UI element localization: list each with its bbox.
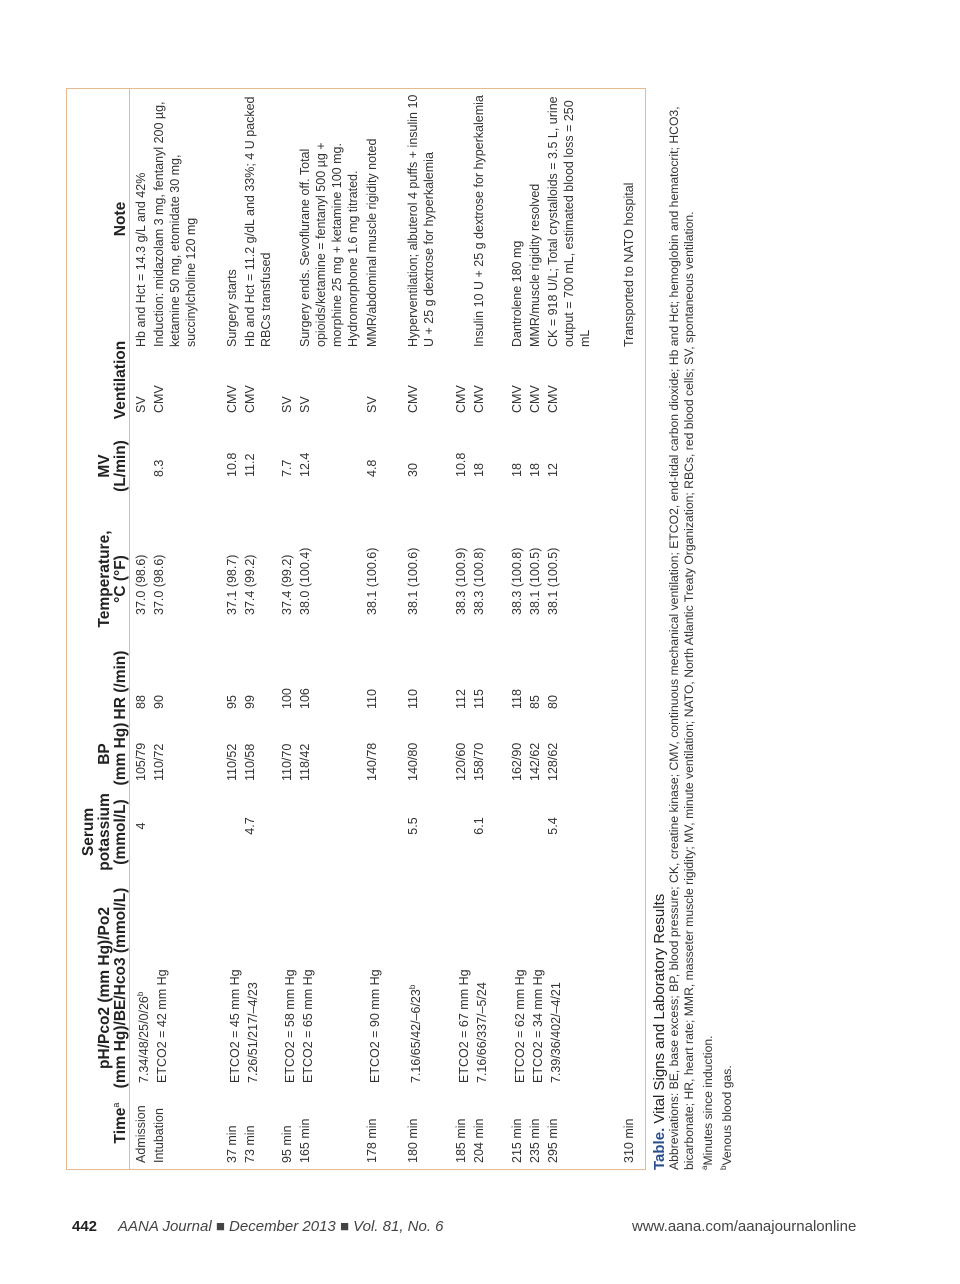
- cell-bp: 118/42: [298, 743, 312, 781]
- header-divider: [129, 89, 130, 1169]
- footnote-mark: b: [136, 991, 145, 997]
- rotated-page-content: [66, 88, 735, 1170]
- cell-hr: 99: [243, 695, 257, 709]
- cell-gas: ETCO2 = 62 mm Hg: [513, 969, 528, 1083]
- cell-vent: CMV: [510, 385, 524, 413]
- cell-time: Admission: [134, 1105, 148, 1163]
- cell-mv: 18: [510, 463, 524, 477]
- cell-gas: ETCO2 = 58 mm Hg: [283, 969, 298, 1083]
- footnote-a: $^a$Minutes since induction.: [700, 1035, 716, 1170]
- cell-bp: 110/70: [280, 743, 294, 781]
- cell-mv: 18: [528, 463, 542, 477]
- header-bp: BP (mm Hg): [96, 722, 129, 786]
- cell-k: 4: [134, 822, 148, 830]
- cell-note: Surgery ends. Sevoflurane off. Total opioids/ketamine = fentanyl 500 µg + morphine 25 mg + ketamine 100 mg. Hydromorphone 1.6 mg titrated.: [298, 142, 360, 347]
- cell-gas: ETCO2 = 42 mm Hg: [155, 969, 170, 1083]
- cell-gas: ETCO2 = 65 mm Hg: [301, 969, 316, 1083]
- cell-time: Intubation: [152, 1108, 166, 1163]
- cell-time: 204 min: [472, 1118, 486, 1163]
- cell-temp: 38.1 (100.5): [528, 547, 542, 615]
- cell-note: Hb and Hct = 14.3 g/L and 42%: [134, 172, 148, 347]
- cell-k: 5.4: [546, 817, 560, 835]
- cell-hr: 88: [134, 695, 148, 709]
- cell-bp: 140/80: [406, 742, 420, 781]
- header-blood-gas: pH/Pco2 (mm Hg)/Po2 (mm Hg)/BE/Hco3 (mmol/L): [96, 887, 129, 1089]
- cell-time: 73 min: [243, 1125, 257, 1163]
- cell-bp: 158/70: [472, 742, 486, 781]
- cell-temp: 38.1 (100.6): [365, 547, 379, 615]
- cell-gas: 7.16/65/42/–6/23$^b$: [408, 984, 424, 1083]
- cell-hr: 85: [528, 695, 542, 709]
- cell-note: Induction: midazolam 3 mg, fentanyl 200 µg, ketamine 50 mg, etomidate 30 mg, succinylcholine 120 mg: [152, 101, 198, 347]
- cell-time: 165 min: [298, 1118, 312, 1163]
- cell-mv: 11.2: [243, 453, 257, 477]
- caption-abbreviations: Abbreviations: BE, base excess; BP, blood pressure; CK, creatine kinase; CMV, continuous mechanical ventilation; ETCO2, end-tidal carbon dioxide; Hb and Hct; hemoglobin and hematocrit; HCO3, bicarbonate; HR, heart rate; MMR, masseter muscle rigidity; MV, minute ventilation; NATO, North Atlantic Treaty Organization; RBCs, red blood cells; SV, spontaneous ventilation.: [667, 106, 696, 1170]
- cell-vent: CMV: [406, 385, 420, 413]
- cell-temp: 38.1 (100.5): [546, 547, 560, 615]
- cell-note: Hb and Hct = 11.2 g/dL and 33%; 4 U packed RBCs transfused: [243, 96, 273, 347]
- cell-time: 215 min: [510, 1118, 524, 1163]
- cell-bp: 142/62: [528, 742, 542, 781]
- journal-url: www.aana.com/aanajournalonline: [632, 1218, 857, 1235]
- cell-temp: 37.0 (98.6): [134, 554, 148, 615]
- footnote-mark: b: [408, 984, 417, 990]
- cell-temp: 38.3 (100.9): [454, 547, 468, 615]
- cell-k: 5.5: [406, 817, 420, 835]
- cell-mv: 12.4: [298, 452, 312, 477]
- cell-note: MMR/muscle rigidity resolved: [528, 183, 542, 347]
- cell-time: 295 min: [546, 1118, 560, 1163]
- header-potassium: Serum potassium (mmol/L): [80, 793, 129, 871]
- cell-mv: 7.7: [280, 459, 294, 477]
- cell-note: Dantrolene 180 mg: [510, 240, 524, 347]
- cell-note: Insulin 10 U + 25 g dextrose for hyperkalemia: [472, 95, 486, 347]
- cell-bp: 110/52: [225, 743, 239, 781]
- page-footer: [0, 1218, 960, 1248]
- cell-mv: 10.8: [454, 452, 468, 477]
- cell-note: Transported to NATO hospital: [622, 182, 636, 347]
- cell-vent: CMV: [225, 385, 239, 413]
- cell-vent: CMV: [472, 385, 486, 413]
- cell-mv: 8.3: [152, 459, 166, 477]
- cell-k: 6.1: [472, 817, 486, 835]
- cell-hr: 95: [225, 695, 239, 709]
- cell-time: 185 min: [454, 1118, 468, 1163]
- cell-bp: 120/60: [454, 742, 468, 781]
- cell-hr: 112: [454, 689, 468, 709]
- cell-temp: 37.0 (98.6): [152, 554, 166, 615]
- cell-gas: 7.26/51/217/–4/23: [246, 982, 261, 1083]
- cell-vent: CMV: [454, 385, 468, 413]
- cell-vent: CMV: [528, 385, 542, 413]
- header-hr: HR (/min): [112, 650, 129, 720]
- cell-note: Hyperventilation; albuterol 4 puffs + insulin 10 U + 25 g dextrose for hyperkalemia: [406, 94, 436, 347]
- cell-temp: 38.0 (100.4): [298, 547, 312, 615]
- cell-gas: ETCO2 = 90 mm Hg: [368, 969, 383, 1083]
- header-time: Time$^a$: [110, 1102, 129, 1144]
- cell-temp: 38.3 (100.8): [510, 547, 524, 615]
- cell-mv: 30: [406, 463, 420, 477]
- cell-k: 4.7: [243, 817, 257, 835]
- cell-temp: 38.1 (100.6): [406, 547, 420, 615]
- header-ventilation: Ventilation: [112, 340, 129, 420]
- cell-vent: CMV: [546, 385, 560, 413]
- cell-bp: 110/72: [152, 743, 166, 781]
- cell-mv: 12: [546, 463, 560, 477]
- caption-title: Table. Vital Signs and Laboratory Results: [651, 893, 668, 1170]
- cell-bp: 128/62: [546, 742, 560, 781]
- cell-mv: 10.8: [225, 452, 239, 477]
- cell-note: MMR/abdominal muscle rigidity noted: [365, 138, 379, 347]
- cell-time: 180 min: [406, 1118, 420, 1163]
- cell-bp: 105/79: [134, 742, 148, 781]
- cell-note: Surgery starts: [225, 269, 239, 347]
- cell-temp: 37.1 (98.7): [225, 554, 239, 615]
- cell-gas: 7.16/66/337/–5/24: [475, 982, 490, 1083]
- cell-bp: 140/78: [365, 742, 379, 781]
- cell-gas: ETCO2 = 34 mm Hg: [531, 969, 546, 1083]
- cell-gas: ETCO2 = 67 mm Hg: [457, 969, 472, 1083]
- header-note: Note: [112, 201, 129, 237]
- cell-vent: SV: [134, 396, 148, 413]
- cell-gas: ETCO2 = 45 mm Hg: [228, 969, 243, 1083]
- cell-hr: 118: [510, 689, 524, 709]
- cell-mv: 4.8: [365, 459, 379, 477]
- cell-vent: SV: [365, 396, 379, 413]
- vital-signs-table: [66, 88, 646, 1170]
- cell-time: 95 min: [280, 1125, 294, 1163]
- header-mv: MV (L/min): [96, 440, 129, 492]
- page-number: 442: [72, 1218, 98, 1235]
- cell-mv: 18: [472, 463, 486, 477]
- cell-note: CK = 918 U/L; Total crystalloids = 3.5 L, urine output = 700 mL, estimated blood loss = 250 mL: [546, 96, 592, 347]
- cell-hr: 90: [152, 695, 166, 709]
- cell-hr: 115: [472, 689, 486, 709]
- cell-gas: 7.39/36/402/–4/21: [549, 982, 564, 1083]
- cell-temp: 37.4 (99.2): [243, 554, 257, 615]
- cell-time: 235 min: [528, 1118, 542, 1163]
- cell-vent: SV: [280, 396, 294, 413]
- cell-hr: 110: [365, 689, 379, 709]
- cell-vent: SV: [298, 396, 312, 413]
- cell-time: 178 min: [365, 1118, 379, 1163]
- table-caption: [652, 88, 735, 1170]
- cell-vent: CMV: [152, 385, 166, 413]
- cell-time: 310 min: [622, 1118, 636, 1163]
- header-temperature: Temperature, °C (°F): [96, 530, 129, 628]
- cell-hr: 100: [280, 688, 294, 709]
- cell-time: 37 min: [225, 1125, 239, 1163]
- cell-hr: 106: [298, 688, 312, 709]
- cell-temp: 37.4 (99.2): [280, 554, 294, 615]
- cell-temp: 38.3 (100.8): [472, 547, 486, 615]
- journal-info: AANA Journal ■ December 2013 ■ Vol. 81, No. 6: [118, 1218, 444, 1235]
- cell-gas: 7.34/48/25/0/26$^b$: [136, 991, 152, 1083]
- cell-bp: 162/90: [510, 742, 524, 781]
- footnote-b: $^b$Venous blood gas.: [719, 1065, 735, 1170]
- cell-hr: 110: [406, 689, 420, 709]
- cell-hr: 80: [546, 695, 560, 709]
- cell-bp: 110/58: [243, 743, 257, 781]
- cell-vent: CMV: [243, 385, 257, 413]
